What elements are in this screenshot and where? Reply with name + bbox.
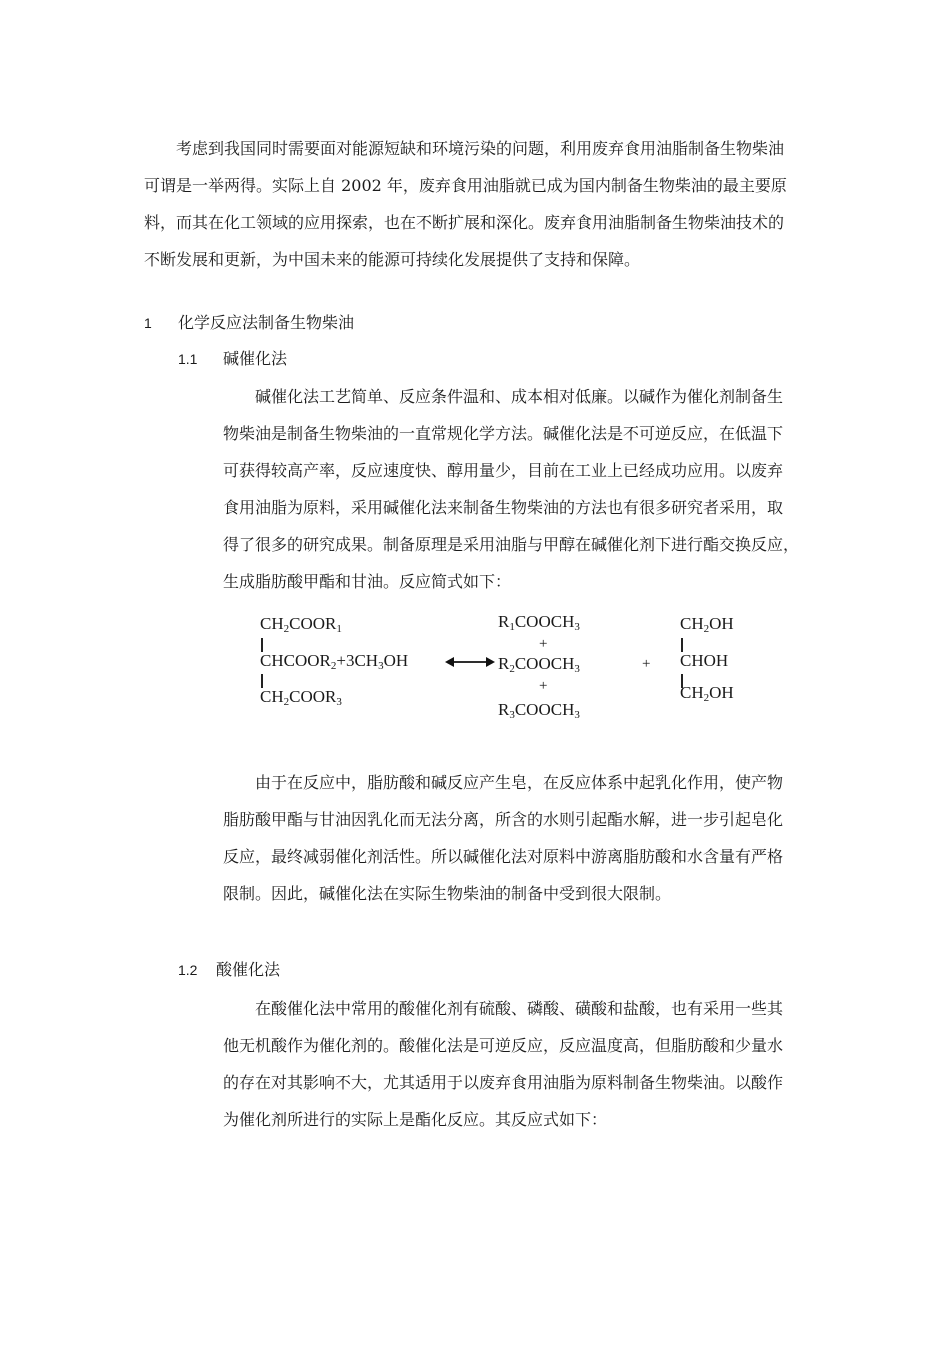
s11-p1-line-3: 可获得较高产率，反应速度快、醇用量少，目前在工业上已经成功应用。以废弃 bbox=[223, 461, 784, 480]
plus-sign-1: + bbox=[539, 636, 548, 652]
reactant-line-2: $CHCOOR_2+3CH_3OH$ bbox=[260, 651, 409, 672]
intro-line-4: 不断发展和更新，为中国未来的能源可持续化发展提供了支持和保障。 bbox=[144, 250, 641, 269]
section-1-heading bbox=[144, 311, 354, 335]
section-1-1-paragraph-2 bbox=[223, 764, 808, 912]
section-1-2-heading bbox=[178, 958, 280, 982]
equilibrium-arrow-icon bbox=[445, 656, 495, 668]
plus-sign-2: + bbox=[539, 678, 548, 694]
s12-p1-line-4: 为催化剂所进行的实际上是酯化反应。其反应式如下： bbox=[223, 1110, 608, 1129]
section-1-1-heading bbox=[178, 347, 287, 371]
s11-p1-line-5: 得了很多的研究成果。制备原理是采用油脂与甲醇在碱催化剂下进行酯交换反应， bbox=[223, 535, 800, 554]
reactant-line-1: $CH_2COOR_1$ bbox=[260, 614, 342, 635]
s11-p2-line-1: 由于在反应中，脂肪酸和碱反应产生皂，在反应体系中起乳化作用，使产物 bbox=[255, 773, 784, 792]
s11-p2-line-2: 脂肪酸甲酯与甘油因乳化而无法分离，所含的水则引起酯水解，进一步引起皂化 bbox=[223, 810, 784, 829]
plus-sign-3: + bbox=[642, 656, 651, 672]
product-glycerol-line-1: $CH_2OH$ bbox=[680, 614, 734, 635]
section-1-2-number: 1.2 bbox=[178, 962, 198, 978]
section-1-1-number: 1.1 bbox=[178, 351, 198, 367]
s11-p1-line-6: 生成脂肪酸甲酯和甘油。反应简式如下： bbox=[223, 572, 512, 591]
section-1-title: 化学反应法制备生物柴油 bbox=[178, 313, 355, 332]
section-1-1-title: 碱催化法 bbox=[223, 349, 288, 368]
product-glycerol-line-3: $CH_2OH$ bbox=[680, 683, 734, 704]
intro-line-2: 可谓是一举两得。实际上自 2002 年，废弃食用油脂就已成为国内制备生物柴油的最主要原 bbox=[144, 176, 787, 195]
product-ester-3: $R_3COOCH_3$ bbox=[498, 700, 580, 721]
reactant-bond-1 bbox=[261, 638, 263, 652]
intro-line-3: 料，而其在化工领域的应用探索，也在不断扩展和深化。废弃食用油脂制备生物柴油技术的 bbox=[144, 213, 785, 232]
s12-p1-line-3: 的存在对其影响不大，尤其适用于以废弃食用油脂为原料制备生物柴油。以酸作 bbox=[223, 1073, 784, 1092]
product-ester-1: $R_1COOCH_3$ bbox=[498, 612, 580, 633]
s12-p1-line-1: 在酸催化法中常用的酸催化剂有硫酸、磷酸、磺酸和盐酸，也有采用一些其 bbox=[255, 999, 784, 1018]
section-1-1-paragraph-1 bbox=[223, 378, 808, 600]
s11-p2-line-3: 反应，最终减弱催化剂活性。所以碱催化法对原料中游离脂肪酸和水含量有严格 bbox=[223, 847, 784, 866]
intro-paragraph bbox=[144, 130, 808, 278]
section-1-2-title: 酸催化法 bbox=[216, 960, 281, 979]
s11-p1-line-2: 物柴油是制备生物柴油的一直常规化学方法。碱催化法是不可逆反应，在低温下 bbox=[223, 424, 784, 443]
glycerol-bond-1 bbox=[681, 638, 683, 652]
section-1-2-paragraph-1 bbox=[223, 990, 808, 1138]
s11-p1-line-1: 碱催化法工艺简单、反应条件温和、成本相对低廉。以碱作为催化剂制备生 bbox=[255, 387, 784, 406]
product-glycerol-line-2: CHOH bbox=[680, 651, 729, 670]
s12-p1-line-2: 他无机酸作为催化剂的。酸催化法是可逆反应，反应温度高，但脂肪酸和少量水 bbox=[223, 1036, 784, 1055]
product-ester-2: $R_2COOCH_3$ bbox=[498, 654, 580, 675]
s11-p2-line-4: 限制。因此，碱催化法在实际生物柴油的制备中受到很大限制。 bbox=[223, 884, 672, 903]
intro-line-1: 考虑到我国同时需要面对能源短缺和环境污染的问题，利用废弃食用油脂制备生物柴油 bbox=[176, 139, 785, 158]
reactant-bond-2 bbox=[261, 674, 263, 688]
reaction-scheme-image bbox=[255, 608, 755, 728]
section-1-number: 1 bbox=[144, 315, 152, 331]
s11-p1-line-4: 食用油脂为原料，采用碱催化法来制备生物柴油的方法也有很多研究者采用，取 bbox=[223, 498, 784, 517]
reactant-line-3: $CH_2COOR_3$ bbox=[260, 687, 342, 708]
